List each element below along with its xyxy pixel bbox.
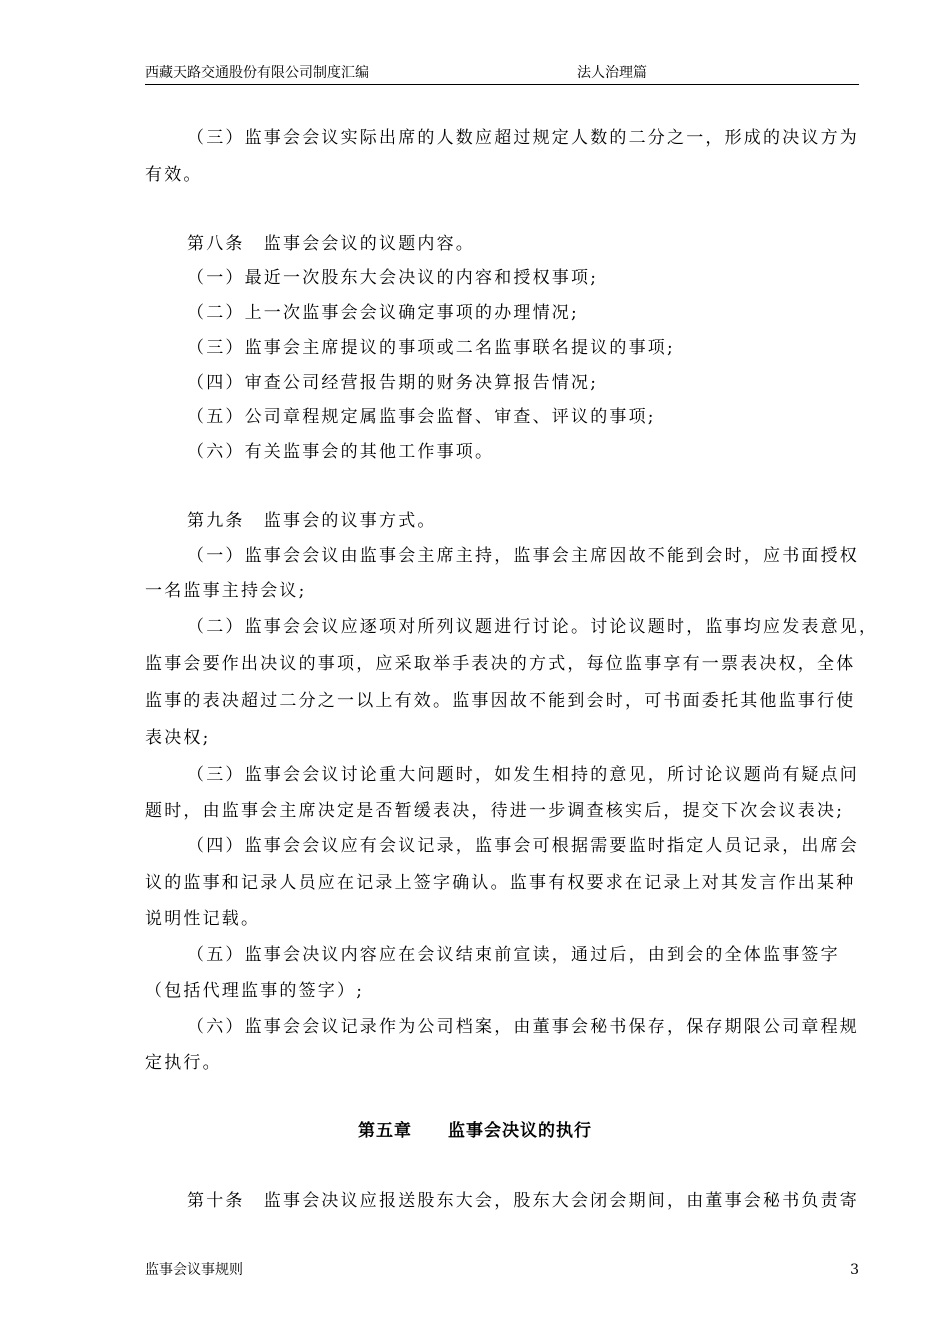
- footer-doc-title: 监事会议事规则: [145, 1262, 243, 1278]
- header-section: 法人治理篇: [577, 65, 647, 81]
- body-line: （二）监事会会议应逐项对所列议题进行讨论。讨论议题时，监事均应发表意见，: [187, 617, 879, 637]
- body-line: （三）监事会会议实际出席的人数应超过规定人数的二分之一，形成的决议方为: [187, 128, 859, 148]
- page-number: 3: [850, 1262, 859, 1278]
- body-line: 表决权;: [145, 728, 211, 748]
- article-8-title: 第八条 监事会会议的议题内容。: [187, 234, 475, 254]
- body-line: 监事会要作出决议的事项，应采取举手表决的方式，每位监事享有一票表决权，全体: [145, 654, 856, 674]
- page-footer: [145, 1260, 859, 1280]
- body-line: （五）监事会决议内容应在会议结束前宣读，通过后，由到会的全体监事签字: [187, 945, 840, 965]
- body-line: 题时，由监事会主席决定是否暂缓表决，待进一步调查核实后，提交下次会议表决;: [145, 801, 845, 821]
- article-9-title: 第九条 监事会的议事方式。: [187, 511, 437, 531]
- body-line: （六）有关监事会的其他工作事项。: [187, 442, 495, 462]
- body-line: （三）监事会主席提议的事项或二名监事联名提议的事项;: [187, 338, 675, 358]
- body-line: 监事的表决超过二分之一以上有效。监事因故不能到会时，可书面委托其他监事行使: [145, 691, 856, 711]
- body-line: 有效。: [145, 165, 203, 185]
- body-line: （包括代理监事的签字）;: [145, 981, 365, 1001]
- body-line: （四）监事会会议应有会议记录，监事会可根据需要监时指定人员记录，出席会: [187, 836, 859, 856]
- body-line: （四）审查公司经营报告期的财务决算报告情况;: [187, 373, 599, 393]
- chapter-heading: 第五章 监事会决议的执行: [358, 1121, 592, 1141]
- body-line: 一名监事主持会议;: [145, 581, 307, 601]
- body-line: 定执行。: [145, 1053, 222, 1073]
- body-line: （二）上一次监事会会议确定事项的办理情况;: [187, 303, 579, 323]
- header-company: 西藏天路交通股份有限公司制度汇编: [145, 65, 369, 81]
- body-line: （一）最近一次股东大会决议的内容和授权事项;: [187, 268, 599, 288]
- body-line: （三）监事会会议讨论重大问题时，如发生相持的意见，所讨论议题尚有疑点问: [187, 765, 859, 785]
- article-10-title: 第十条 监事会决议应报送股东大会，股东大会闭会期间，由董事会秘书负责寄: [187, 1191, 859, 1211]
- body-line: （五）公司章程规定属监事会监督、审查、评议的事项;: [187, 407, 656, 427]
- page-header: [145, 62, 859, 85]
- body-line: （六）监事会会议记录作为公司档案，由董事会秘书保存，保存期限公司章程规: [187, 1017, 859, 1037]
- body-line: 议的监事和记录人员应在记录上签字确认。监事有权要求在记录上对其发言作出某种: [145, 873, 856, 893]
- body-line: （一）监事会会议由监事会主席主持，监事会主席因故不能到会时，应书面授权: [187, 546, 859, 566]
- body-line: 说明性记载。: [145, 909, 261, 929]
